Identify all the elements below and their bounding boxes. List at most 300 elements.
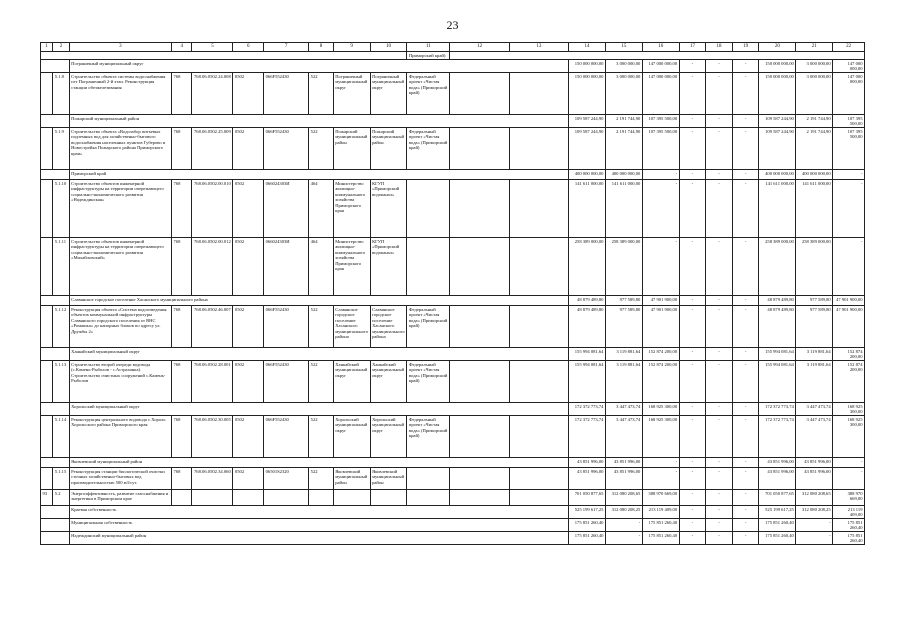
table-cell: 3 447 473,74: [796, 416, 833, 458]
table-cell: 388 970 669,00: [833, 490, 865, 506]
table-cell: 147 000 000,00: [833, 73, 865, 115]
table-cell: Ханкайский муниципальный округ: [370, 361, 407, 403]
table-cell: 5.1.8: [53, 73, 69, 115]
table-row: [41, 490, 865, 506]
table-cell: 168 925 300,00: [642, 416, 679, 458]
table-cell: 150 000 000,00: [569, 73, 606, 115]
column-header: 13: [509, 43, 568, 52]
table-cell: 150 000 000,00: [759, 73, 796, 115]
table-cell: 3 000 000,00: [605, 73, 642, 115]
table-cell: -: [833, 458, 865, 468]
table-cell: 701 050 877,65: [759, 490, 796, 506]
table-cell: 3 000 000,00: [796, 73, 833, 115]
table-cell: 175 851 260,40: [642, 532, 679, 545]
table-cell: 175 851 260,40: [569, 532, 606, 545]
table-cell: 258 389 000,00: [759, 238, 796, 296]
table-cell: [41, 458, 70, 468]
table-cell: [407, 180, 450, 238]
table-cell: -: [605, 519, 642, 532]
table-cell: 3 119 881,64: [796, 361, 833, 403]
table-row: [41, 73, 865, 115]
table-cell: 109 587 244,90: [569, 128, 606, 170]
table-cell: [41, 403, 70, 416]
table-cell: 066F552430: [264, 361, 309, 403]
table-cell: 066024303И: [264, 180, 309, 238]
table-cell: [450, 180, 509, 238]
table-cell: 43 851 996,00: [605, 458, 642, 468]
table-cell: 172 372 773,74: [569, 403, 606, 416]
table-cell: 43 851 996,00: [759, 468, 796, 490]
table-cell: 155 994 081,64: [569, 361, 606, 403]
table-cell: 3 447 473,74: [796, 403, 833, 416]
table-cell: 0502: [233, 128, 264, 170]
table-cell: [41, 296, 70, 306]
table-cell: 5.2: [53, 490, 69, 506]
table-cell: -: [732, 128, 759, 170]
table-cell: 5.1.15: [53, 468, 69, 490]
table-cell: Пожарский муниципальный район: [370, 128, 407, 170]
table-cell: 155 994 081,64: [569, 348, 606, 361]
column-header: 5: [192, 43, 233, 52]
table-cell: Министерство жилищно-коммунального хозяйства Приморского края: [333, 180, 370, 238]
table-cell: -: [706, 73, 733, 115]
table-cell: -: [732, 532, 759, 545]
table-cell: -: [833, 238, 865, 296]
column-header: 4: [172, 43, 192, 52]
table-cell: 768.06.0502.00.012: [192, 238, 233, 296]
table-cell: -: [679, 416, 706, 458]
table-cell: 768: [172, 306, 192, 348]
table-cell: 155 994 081,64: [759, 348, 796, 361]
table-cell: 175 851 260,40: [833, 519, 865, 532]
table-cell: 5.1.9: [53, 128, 69, 170]
table-cell: -: [706, 60, 733, 73]
column-header: 2: [53, 43, 69, 52]
table-cell: -: [679, 306, 706, 348]
table-cell: 768: [172, 468, 192, 490]
table-row: [41, 361, 865, 403]
table-cell: 107 395 500,00: [833, 115, 865, 128]
table-cell: -: [706, 170, 733, 180]
table-cell: 768.06.0502.28.001: [192, 361, 233, 403]
table-row: [41, 180, 865, 238]
table-cell: 768.06.0502.24.008: [192, 73, 233, 115]
table-cell: 464: [309, 238, 334, 296]
table-cell: [41, 532, 70, 545]
table-cell: [41, 128, 53, 170]
table-cell: Федеральный проект «Чистая вода» (Приморский край): [407, 73, 450, 115]
table-cell: 48 879 489,80: [569, 296, 606, 306]
table-cell: [450, 306, 509, 348]
subtotal-row: [41, 296, 865, 306]
table-cell: [192, 490, 233, 506]
table-cell: 258 389 000,00: [796, 238, 833, 296]
table-cell: 464: [309, 180, 334, 238]
table-cell: 258 389 000,00: [605, 238, 642, 296]
table-cell: -: [679, 348, 706, 361]
table-cell: [41, 416, 53, 458]
table-cell: -: [679, 361, 706, 403]
table-cell: 109 587 244,90: [569, 115, 606, 128]
table-cell: [450, 416, 509, 458]
table-cell: -: [679, 532, 706, 545]
table-cell: 525 199 617,25: [569, 506, 606, 519]
table-cell: 107 395 500,00: [642, 115, 679, 128]
table-cell: Ханкайский муниципальный округ: [69, 348, 568, 361]
table-cell: 43 851 996,00: [605, 468, 642, 490]
table-cell: 175 851 260,40: [833, 532, 865, 545]
table-cell: 5.1.14: [53, 416, 69, 458]
table-cell: Строительство объектов инженерной инфраструктуры на территории опережающего социально-экономического развития «Михайловский»: [69, 238, 171, 296]
table-cell: -: [679, 170, 706, 180]
table-cell: 768.06.0502.34.060: [192, 468, 233, 490]
column-header: 1: [41, 43, 53, 52]
table-cell: Хорольский муниципальный округ: [370, 416, 407, 458]
table-cell: -: [706, 458, 733, 468]
table-cell: Яковлевский муниципальный район: [370, 468, 407, 490]
budget-table: [40, 42, 865, 545]
table-cell: Реконструкция объекта «Система водоотведения объектов коммунальной инфраструктуры Славянского городского поселения от ВНС «Ромашка» до напорных блоков по адресу ул. Дружбы 2»: [69, 306, 171, 348]
table-cell: 768: [172, 416, 192, 458]
table-cell: 5.1.11: [53, 238, 69, 296]
table-cell: Приморский край): [407, 52, 450, 60]
table-cell: -: [706, 296, 733, 306]
table-cell: 5.1.12: [53, 306, 69, 348]
table-cell: [41, 348, 70, 361]
column-header: 10: [370, 43, 407, 52]
table-cell: [264, 490, 309, 506]
table-cell: -: [679, 403, 706, 416]
table-cell: -: [706, 403, 733, 416]
table-cell: -: [796, 532, 833, 545]
subtotal-row: [41, 458, 865, 468]
table-cell: -: [706, 468, 733, 490]
table-cell: -: [706, 128, 733, 170]
table-cell: -: [732, 170, 759, 180]
table-cell: [309, 490, 334, 506]
table-cell: 109 587 244,90: [759, 128, 796, 170]
table-cell: -: [706, 506, 733, 519]
table-cell: 48 879 489,80: [759, 296, 796, 306]
table-row: [41, 306, 865, 348]
column-header: 15: [605, 43, 642, 52]
table-cell: -: [833, 468, 865, 490]
table-cell: -: [732, 468, 759, 490]
table-cell: -: [642, 180, 679, 238]
table-cell: Строительство второй очереди водовода (с.Камень-Рыболов - с.Астраханка). Строительство очистных сооружений с.Камень-Рыболов: [69, 361, 171, 403]
table-cell: 066F552430: [264, 128, 309, 170]
table-cell: 107 395 500,00: [833, 128, 865, 170]
table-cell: 47 901 900,00: [642, 296, 679, 306]
table-cell: 147 000 000,00: [833, 60, 865, 73]
page-number: 23: [446, 18, 459, 32]
table-cell: 768: [172, 238, 192, 296]
subtotal-row: [41, 403, 865, 416]
table-cell: 066024303И: [264, 238, 309, 296]
table-cell: 172 372 773,74: [569, 416, 606, 458]
table-cell: 43 851 996,00: [796, 468, 833, 490]
table-cell: Реконструкция станции биологической очистки сточных хозяйственно-бытовых вод производительностью 500 м3/сут.: [69, 468, 171, 490]
table-cell: КГУП «Приморский водоканал»: [370, 180, 407, 238]
table-cell: -: [679, 238, 706, 296]
table-cell: 768.06.0502.30.005: [192, 416, 233, 458]
table-cell: -: [732, 180, 759, 238]
table-cell: 43 851 996,00: [569, 458, 606, 468]
table-cell: 522: [309, 468, 334, 490]
table-cell: [370, 490, 407, 506]
table-cell: -: [679, 468, 706, 490]
table-cell: [509, 238, 568, 296]
table-cell: 150 000 000,00: [569, 60, 606, 73]
table-cell: Пожарский муниципальный район: [69, 115, 568, 128]
table-cell: Хорольский муниципальный округ: [69, 403, 568, 416]
table-cell: 3 447 473,74: [605, 403, 642, 416]
table-cell: 152 874 200,00: [642, 348, 679, 361]
table-cell: 2 191 744,90: [796, 115, 833, 128]
subtotal-row: [41, 519, 865, 532]
table-cell: [450, 361, 509, 403]
column-header: 21: [796, 43, 833, 52]
table-cell: -: [642, 170, 679, 180]
table-row: [41, 128, 865, 170]
table-cell: [41, 468, 53, 490]
column-header: 8: [309, 43, 334, 52]
table-cell: 768.06.0502.46.007: [192, 306, 233, 348]
table-cell: [509, 361, 568, 403]
table-cell: 312 080 208,65: [796, 490, 833, 506]
table-cell: Славянское городское поселение Хасанского муниципального района: [69, 296, 568, 306]
table-cell: [41, 52, 407, 60]
table-cell: 525 199 617,25: [759, 506, 796, 519]
table-cell: 175 851 260,40: [569, 519, 606, 532]
table-cell: 2 191 744,90: [605, 128, 642, 170]
table-cell: 066F552430: [264, 73, 309, 115]
subtotal-row: [41, 532, 865, 545]
table-cell: [407, 468, 450, 490]
table-cell: 47 901 900,00: [833, 296, 865, 306]
table-cell: [41, 238, 53, 296]
table-cell: Строительство объекта системы водоснабжения пгт Пограничный 2-й этап. Реконструкция станции обезжелезивания: [69, 73, 171, 115]
table-cell: -: [732, 458, 759, 468]
table-cell: Пограничный муниципальный округ: [333, 73, 370, 115]
table-cell: 400 000 000,00: [796, 170, 833, 180]
table-cell: -: [679, 128, 706, 170]
table-cell: -: [732, 416, 759, 458]
table-cell: [233, 490, 264, 506]
subtotal-row: [41, 115, 865, 128]
column-header: 17: [679, 43, 706, 52]
table-cell: -: [706, 361, 733, 403]
table-cell: 768: [172, 361, 192, 403]
table-cell: 5.1.10: [53, 180, 69, 238]
table-cell: -: [732, 306, 759, 348]
table-cell: [509, 128, 568, 170]
table-cell: 109 587 244,90: [759, 115, 796, 128]
table-cell: 0502: [233, 180, 264, 238]
column-header: 22: [833, 43, 865, 52]
table-cell: 977 589,80: [796, 306, 833, 348]
table-cell: 701 050 877,65: [569, 490, 606, 506]
table-cell: Энергоэффективность, развитие газоснабжения и энергетики в Приморском крае: [69, 490, 171, 506]
table-cell: [333, 490, 370, 506]
table-cell: -: [679, 60, 706, 73]
table-cell: 3 000 000,00: [796, 60, 833, 73]
table-cell: 522: [309, 73, 334, 115]
table-cell: [509, 306, 568, 348]
column-header: 14: [569, 43, 606, 52]
table-cell: [509, 490, 568, 506]
table-cell: 5.1.13: [53, 361, 69, 403]
table-cell: 258 389 000,00: [569, 238, 606, 296]
table-cell: [41, 180, 53, 238]
table-cell: -: [679, 180, 706, 238]
table-row: [41, 468, 865, 490]
table-cell: 172 372 773,74: [759, 403, 796, 416]
table-cell: -: [833, 170, 865, 180]
table-cell: 066F552430: [264, 306, 309, 348]
table-cell: 48 879 489,80: [569, 306, 606, 348]
table-cell: 43 851 996,00: [569, 468, 606, 490]
table-cell: Министерство жилищно-коммунального хозяйства Приморского края: [333, 238, 370, 296]
table-cell: [41, 60, 70, 73]
table-cell: Пограничный муниципальный округ: [69, 60, 568, 73]
table-cell: -: [706, 180, 733, 238]
table-cell: Пожарский муниципальный район: [333, 128, 370, 170]
table-cell: -: [732, 238, 759, 296]
table-cell: 147 000 000,00: [642, 73, 679, 115]
table-cell: 768.06.0502.00.010: [192, 180, 233, 238]
table-cell: КГУП «Приморский водоканал»: [370, 238, 407, 296]
table-cell: 522: [309, 306, 334, 348]
table-cell: 400 000 000,00: [759, 170, 796, 180]
table-cell: 141 611 000,00: [605, 180, 642, 238]
table-cell: Славянское городское поселение Хасанского муниципального района: [333, 306, 370, 348]
table-cell: 2 191 744,90: [605, 115, 642, 128]
table-cell: Строительство объекта «Водозабор питьевых подземных вод для хозяйственно-бытового водоснабжения населенных пунктов Губерово и Новостройка Пожарского района Приморского края»: [69, 128, 171, 170]
column-header: 20: [759, 43, 796, 52]
subtotal-row: [41, 60, 865, 73]
table-cell: -: [679, 115, 706, 128]
table-cell: -: [732, 506, 759, 519]
table-cell: 150 000 000,00: [759, 60, 796, 73]
table-cell: Муниципальная собственность: [69, 519, 568, 532]
table-cell: [450, 468, 509, 490]
table-cell: Яковлевский муниципальный район: [333, 468, 370, 490]
table-cell: [41, 170, 70, 180]
table-cell: 175 851 260,40: [642, 519, 679, 532]
table-cell: 172 372 773,74: [759, 416, 796, 458]
table-cell: 768.06.0502.25.009: [192, 128, 233, 170]
table-cell: 977 589,80: [605, 296, 642, 306]
table-cell: 0502: [233, 416, 264, 458]
table-cell: [509, 416, 568, 458]
table-cell: 312 080 208,65: [605, 490, 642, 506]
table-cell: [407, 490, 450, 506]
table-cell: 0502: [233, 361, 264, 403]
table-cell: 152 874 200,00: [642, 361, 679, 403]
table-cell: 168 925 300,00: [833, 416, 865, 458]
table-cell: [450, 73, 509, 115]
table-cell: -: [732, 60, 759, 73]
column-header: 9: [333, 43, 370, 52]
table-cell: -: [679, 506, 706, 519]
table-cell: 066F552430: [264, 416, 309, 458]
table-cell: 3 000 000,00: [605, 60, 642, 73]
table-cell: 155 994 081,64: [759, 361, 796, 403]
table-cell: 312 080 208,25: [796, 506, 833, 519]
table-cell: -: [732, 403, 759, 416]
table-row: [41, 416, 865, 458]
table-cell: 213 119 409,00: [833, 506, 865, 519]
table-cell: [509, 468, 568, 490]
column-number-row: [41, 43, 865, 52]
column-header: 7: [264, 43, 309, 52]
table-cell: 43 851 996,00: [796, 458, 833, 468]
table-cell: 768: [172, 128, 192, 170]
table-cell: 3 119 881,64: [796, 348, 833, 361]
table-cell: 93: [41, 490, 53, 506]
table-cell: 152 874 200,00: [833, 348, 865, 361]
table-cell: 0502: [233, 73, 264, 115]
table-cell: 522: [309, 416, 334, 458]
table-cell: 141 611 000,00: [796, 180, 833, 238]
subtotal-row: [41, 348, 865, 361]
table-cell: Хорольский муниципальный округ: [333, 416, 370, 458]
table-cell: -: [706, 532, 733, 545]
table-cell: Строительство объектов инженерной инфраструктуры на территории опережающего социально-экономического развития «Надеждинская»: [69, 180, 171, 238]
table-cell: -: [706, 115, 733, 128]
table-cell: 312 080 208,25: [605, 506, 642, 519]
table-cell: -: [732, 490, 759, 506]
column-header: 11: [407, 43, 450, 52]
table-cell: 06501S2320: [264, 468, 309, 490]
table-cell: 977 589,80: [605, 306, 642, 348]
table-cell: -: [706, 416, 733, 458]
table-cell: -: [833, 180, 865, 238]
table-cell: Федеральный проект «Чистая вода» (Приморский край): [407, 416, 450, 458]
table-cell: 3 119 881,64: [605, 361, 642, 403]
column-header: 16: [642, 43, 679, 52]
subtotal-row: [41, 506, 865, 519]
table-cell: 43 851 996,00: [759, 458, 796, 468]
column-header: 6: [233, 43, 264, 52]
table-cell: Приморский край: [69, 170, 568, 180]
table-cell: 0502: [233, 238, 264, 296]
table-cell: 768: [172, 180, 192, 238]
table-cell: -: [642, 458, 679, 468]
table-cell: -: [706, 238, 733, 296]
column-header: 18: [706, 43, 733, 52]
table-cell: Реконструкция центрального водовода с.Хороль Хорольского района Приморского края: [69, 416, 171, 458]
table-cell: 2 191 744,90: [796, 128, 833, 170]
table-cell: 141 611 000,00: [759, 180, 796, 238]
table-cell: 400 000 000,00: [605, 170, 642, 180]
table-cell: 0502: [233, 306, 264, 348]
table-cell: [41, 506, 70, 519]
table-row: [41, 238, 865, 296]
table-cell: Федеральный проект «Чистая вода» (Приморский край): [407, 361, 450, 403]
table-cell: Федеральный проект «Чистая вода» (Приморский край): [407, 128, 450, 170]
table-cell: -: [679, 490, 706, 506]
table-cell: -: [679, 519, 706, 532]
table-cell: [41, 519, 70, 532]
table-cell: Яковлевский муниципальный район: [69, 458, 568, 468]
table-cell: 47 901 900,00: [642, 306, 679, 348]
table-cell: 175 851 260,40: [759, 532, 796, 545]
table-cell: [509, 73, 568, 115]
table-cell: Краевая собственность: [69, 506, 568, 519]
column-header: 12: [450, 43, 509, 52]
